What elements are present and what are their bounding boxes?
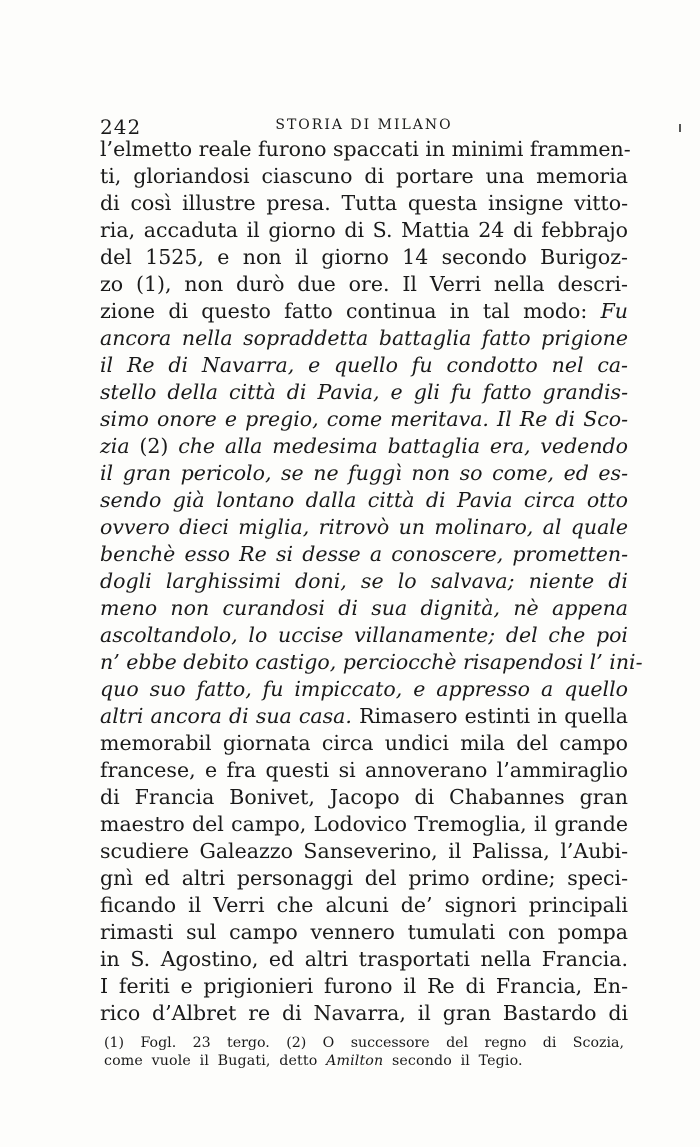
text-run: di così illustre presa. Tutta questa insigne vitto- (100, 191, 628, 215)
text-line (100, 811, 628, 838)
text-line (100, 1000, 628, 1027)
italic-text-run: quo suo fatto, fu impiccato, e appresso a quello (100, 677, 628, 701)
text-run: I feriti e prigionieri furono il Re di Francia, En- (100, 974, 628, 998)
text-line (100, 487, 628, 514)
italic-text-run: meno non curandosi di sua dignità, nè appena (100, 596, 628, 620)
italic-text-run: ovvero dieci miglia, ritrovò un molinaro, al quale (100, 515, 628, 539)
text-run: ti, gloriandosi ciascuno di portare una memoria (100, 164, 628, 188)
text-line (100, 406, 628, 433)
text-run: l’elmetto reale furono spaccati in minimi frammen- (100, 137, 631, 161)
body-text (100, 136, 643, 1027)
text-line (100, 919, 628, 946)
italic-text-run: simo onore e pregio, come meritava. Il Re di Sco- (100, 407, 628, 431)
italic-text-run: ascoltandolo, lo uccise villanamente; del che poi (100, 623, 628, 647)
text-line (100, 190, 628, 217)
text-line (100, 946, 628, 973)
italic-text-run: benchè esso Re si desse a conoscere, prometten- (100, 542, 628, 566)
text-line (100, 460, 628, 487)
text-run: gnì ed altri personaggi del primo ordine; speci- (100, 866, 628, 890)
italic-text-run: stello della città di Pavia, e gli fu fatto grandis- (100, 380, 628, 404)
text-run: francese, e fra questi si annoverano l’ammiraglio (100, 758, 628, 782)
page-number: 242 (100, 115, 142, 139)
text-run: Rimasero estinti in quella (359, 704, 628, 728)
text-line (100, 325, 628, 352)
text-run: zione di questo fatto continua in tal modo: (100, 299, 601, 323)
text-run: rimasti sul campo vennero tumulati con pompa (100, 920, 628, 944)
text-line (100, 433, 628, 460)
text-line (100, 568, 628, 595)
italic-text-run: dogli larghissimi doni, se lo salvava; niente di (100, 569, 628, 593)
italic-text-run: Amilton (326, 1053, 384, 1069)
italic-text-run: ancora nella sopraddetta battaglia fatto prigione (100, 326, 628, 350)
text-run: secondo il Tegio. (383, 1053, 523, 1069)
footnote-line (104, 1052, 624, 1070)
italic-text-run: il Re di Navarra, e quello fu condotto nel ca- (100, 353, 628, 377)
text-line (100, 163, 628, 190)
text-line (100, 649, 643, 676)
text-line (100, 217, 628, 244)
running-title: STORIA DI MILANO (275, 117, 453, 133)
footnotes (104, 1034, 624, 1070)
italic-text-run: il gran pericolo, se ne fuggì non so come, ed es- (100, 461, 628, 485)
text-line (100, 865, 628, 892)
italic-text-run: Fu (600, 299, 628, 323)
text-run: maestro del campo, Lodovico Tremoglia, il grande (100, 812, 628, 836)
text-run: di Francia Bonivet, Jacopo di Chabannes gran (100, 785, 628, 809)
text-run: come vuole il Bugati, detto (104, 1053, 327, 1069)
footnote-line (104, 1034, 624, 1052)
text-line (100, 757, 628, 784)
margin-mark (679, 124, 681, 132)
text-run: in S. Agostino, ed altri trasportati nella Francia. (100, 947, 628, 971)
text-line (100, 973, 628, 1000)
text-line (100, 379, 628, 406)
text-line (100, 271, 628, 298)
text-run: (1) Fogl. 23 tergo. (2) O successore del regno di Scozia, (104, 1035, 624, 1051)
text-line (100, 244, 628, 271)
text-line (100, 622, 628, 649)
text-line (100, 703, 628, 730)
text-run: rico d’Albret re di Navarra, il gran Bastardo di (100, 1001, 628, 1025)
text-line (100, 595, 628, 622)
italic-text-run: sendo già lontano dalla città di Pavia circa otto (100, 488, 628, 512)
text-run: (2) (139, 434, 179, 458)
text-run: zo (1), non durò due ore. Il Verri nella descri- (100, 272, 628, 296)
italic-text-run: altri ancora di sua casa. (100, 704, 360, 728)
italic-text-run: che alla medesima battaglia era, vedendo (178, 434, 628, 458)
text-run: memorabil giornata circa undici mila del campo (100, 731, 628, 755)
text-run: ficando il Verri che alcuni de’ signori principali (100, 893, 628, 917)
italic-text-run: n’ ebbe debito castigo, perciocchè risapendosi l’ ini- (100, 650, 643, 674)
text-line (100, 784, 628, 811)
text-line (100, 676, 628, 703)
text-run: del 1525, e non il giorno 14 secondo Burigoz- (100, 245, 628, 269)
text-line (100, 352, 628, 379)
text-line (100, 892, 628, 919)
text-line (100, 541, 628, 568)
text-line (100, 838, 628, 865)
text-line (100, 136, 631, 163)
text-run: scudiere Galeazzo Sanseverino, il Palissa, l’Aubi- (100, 839, 628, 863)
text-line (100, 730, 628, 757)
text-line (100, 514, 628, 541)
italic-text-run: zia (100, 434, 140, 458)
text-line (100, 298, 628, 325)
text-run: ria, accaduta il giorno di S. Mattia 24 di febbrajo (100, 218, 628, 242)
